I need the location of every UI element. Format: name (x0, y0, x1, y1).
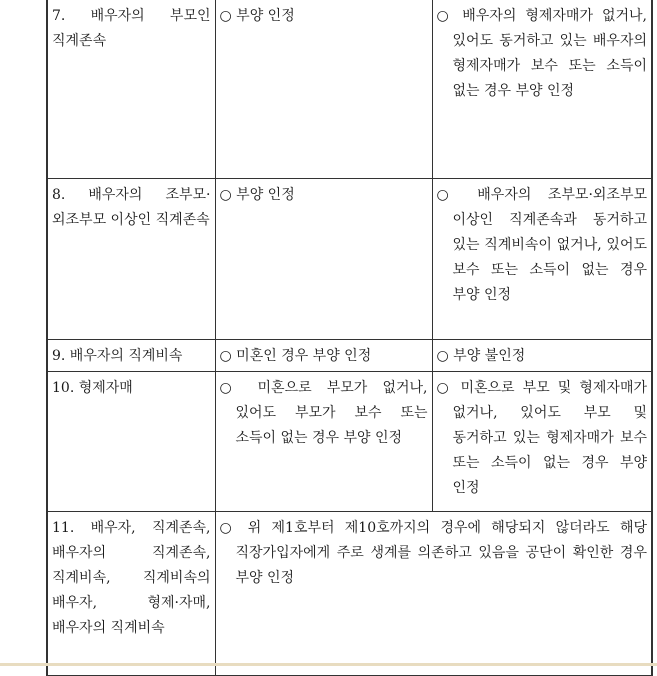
criteria-text: ○ 배우자의 형제자매가 없거나, 있어도 동거하고 있는 배우자의 형제자매가 보수 또는 소득이 없는 경우 부양 인정 (436, 8, 647, 99)
criteria-text: ○ 미혼인 경우 부양 인정 (219, 347, 372, 364)
spouse-criteria-cell (432, 339, 652, 371)
table-row (47, 511, 652, 675)
criteria-text: ○ 부양 인정 (219, 8, 295, 24)
table-row (47, 339, 652, 371)
table-row (47, 178, 652, 339)
employee-criteria-cell (215, 339, 432, 371)
criteria-text: ○ 위 제1호부터 제10호까지의 경우에 해당되지 않더라도 해당 직장가입자에게 주로 생계를 의존하고 있음을 공단이 확인한 경우 부양 인정 (219, 519, 647, 586)
employee-criteria-cell (215, 0, 432, 178)
row-category: 10. 형제자매 (47, 371, 215, 511)
spouse-criteria-cell (432, 0, 652, 178)
table-row (47, 371, 652, 511)
criteria-text: ○ 배우자의 조부모·외조부모 이상인 직계존속과 동거하고 있는 직계비속이 없거나, 있어도 보수 또는 소득이 없는 경우 부양 인정 (436, 186, 647, 303)
criteria-text: ○ 미혼으로 부모 및 형제자매가 없거나, 있어도 부모 및 동거하고 있는 형제자매가 보수 또는 소득이 없는 경우 부양 인정 (436, 379, 647, 496)
spouse-criteria-cell (432, 371, 652, 511)
row-category: 11. 배우자, 직계존속, 배우자의 직계존속, 직계비속, 직계비속의 배우자, 형제·자매, 배우자의 직계비속 (47, 511, 215, 675)
criteria-text: ○ 미혼으로 부모가 없거나, 있어도 부모가 보수 또는 소득이 없는 경우 부양 인정 (219, 379, 428, 446)
dependent-recognition-table (46, 0, 653, 676)
employee-criteria-cell (215, 371, 432, 511)
table-row (47, 0, 652, 178)
criteria-text: ○ 부양 인정 (219, 186, 295, 203)
employee-criteria-cell (215, 178, 432, 339)
row-category: 8. 배우자의 조부모·외조부모 이상인 직계존속 (47, 178, 215, 339)
criteria-text: ○ 부양 불인정 (436, 347, 526, 364)
merged-criteria-cell (215, 511, 652, 675)
spouse-criteria-cell (432, 178, 652, 339)
row-category: 9. 배우자의 직계비속 (47, 339, 215, 371)
row-category: 7. 배우자의 부모인 직계존속 (47, 0, 215, 178)
